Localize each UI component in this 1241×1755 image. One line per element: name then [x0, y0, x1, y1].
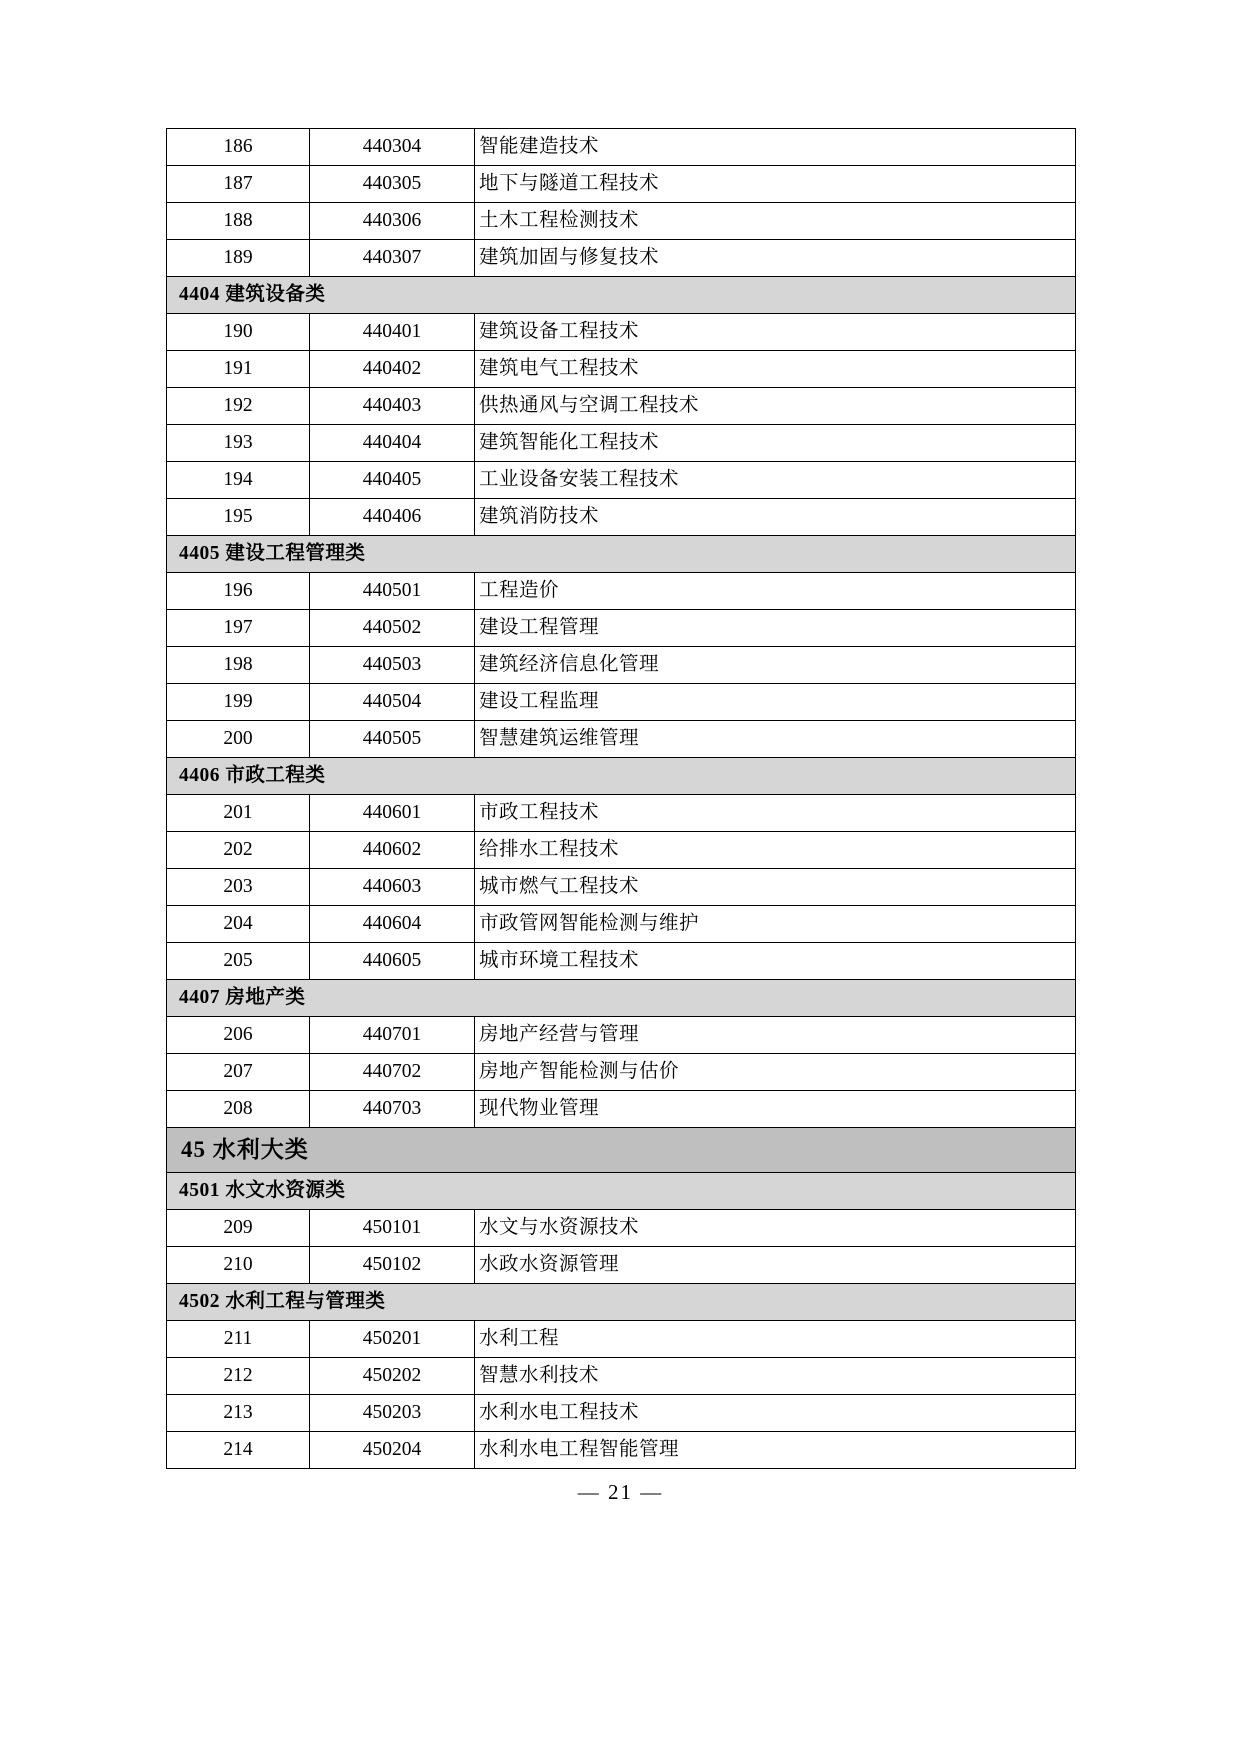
subcategory-label: 4404 建筑设备类 [167, 277, 1076, 314]
subcategory-header-row [167, 758, 1076, 795]
major-name-cell: 智慧建筑运维管理 [475, 721, 1076, 758]
major-code-cell: 450202 [310, 1358, 475, 1395]
major-code-cell: 440405 [310, 462, 475, 499]
major-code-cell: 440602 [310, 832, 475, 869]
row-index-cell: 213 [167, 1395, 310, 1432]
table-row [167, 314, 1076, 351]
major-name-cell: 建筑经济信息化管理 [475, 647, 1076, 684]
major-name-cell: 房地产智能检测与估价 [475, 1054, 1076, 1091]
table-row [167, 1432, 1076, 1469]
major-code-cell: 440703 [310, 1091, 475, 1128]
subcategory-header-row [167, 1284, 1076, 1321]
catalog-table-body [167, 129, 1076, 1469]
table-row [167, 573, 1076, 610]
row-index-cell: 194 [167, 462, 310, 499]
table-row [167, 240, 1076, 277]
row-index-cell: 190 [167, 314, 310, 351]
major-name-cell: 建筑智能化工程技术 [475, 425, 1076, 462]
major-name-cell: 智慧水利技术 [475, 1358, 1076, 1395]
category-header-row [167, 1128, 1076, 1173]
subcategory-label: 4407 房地产类 [167, 980, 1076, 1017]
table-row [167, 832, 1076, 869]
major-name-cell: 建筑加固与修复技术 [475, 240, 1076, 277]
table-row [167, 721, 1076, 758]
major-code-cell: 440306 [310, 203, 475, 240]
major-code-cell: 440501 [310, 573, 475, 610]
row-index-cell: 210 [167, 1247, 310, 1284]
table-row [167, 647, 1076, 684]
row-index-cell: 189 [167, 240, 310, 277]
row-index-cell: 191 [167, 351, 310, 388]
table-row [167, 869, 1076, 906]
row-index-cell: 201 [167, 795, 310, 832]
row-index-cell: 207 [167, 1054, 310, 1091]
major-name-cell: 建设工程管理 [475, 610, 1076, 647]
table-row [167, 499, 1076, 536]
table-row [167, 1358, 1076, 1395]
subcategory-header-row [167, 980, 1076, 1017]
table-row [167, 425, 1076, 462]
major-code-cell: 440702 [310, 1054, 475, 1091]
subcategory-header-row [167, 536, 1076, 573]
major-name-cell: 土木工程检测技术 [475, 203, 1076, 240]
major-name-cell: 水利工程 [475, 1321, 1076, 1358]
table-row [167, 388, 1076, 425]
row-index-cell: 209 [167, 1210, 310, 1247]
row-index-cell: 199 [167, 684, 310, 721]
row-index-cell: 200 [167, 721, 310, 758]
row-index-cell: 197 [167, 610, 310, 647]
major-code-cell: 440503 [310, 647, 475, 684]
major-code-cell: 440401 [310, 314, 475, 351]
row-index-cell: 214 [167, 1432, 310, 1469]
table-row [167, 1395, 1076, 1432]
major-name-cell: 建筑电气工程技术 [475, 351, 1076, 388]
major-name-cell: 水利水电工程技术 [475, 1395, 1076, 1432]
page-number-footer: — 21 — [577, 1480, 664, 1504]
subcategory-header-row [167, 1173, 1076, 1210]
subcategory-label: 4405 建设工程管理类 [167, 536, 1076, 573]
major-name-cell: 市政管网智能检测与维护 [475, 906, 1076, 943]
major-code-cell: 450203 [310, 1395, 475, 1432]
major-name-cell: 给排水工程技术 [475, 832, 1076, 869]
major-catalog-table [166, 128, 1076, 1469]
major-code-cell: 450204 [310, 1432, 475, 1469]
row-index-cell: 202 [167, 832, 310, 869]
table-row [167, 906, 1076, 943]
table-row [167, 129, 1076, 166]
subcategory-header-row [167, 277, 1076, 314]
major-code-cell: 440404 [310, 425, 475, 462]
major-code-cell: 440504 [310, 684, 475, 721]
major-name-cell: 城市燃气工程技术 [475, 869, 1076, 906]
major-code-cell: 440307 [310, 240, 475, 277]
major-name-cell: 房地产经营与管理 [475, 1017, 1076, 1054]
major-name-cell: 水政水资源管理 [475, 1247, 1076, 1284]
major-name-cell: 建筑设备工程技术 [475, 314, 1076, 351]
major-code-cell: 440601 [310, 795, 475, 832]
major-name-cell: 工程造价 [475, 573, 1076, 610]
row-index-cell: 211 [167, 1321, 310, 1358]
table-row [167, 1017, 1076, 1054]
major-name-cell: 水文与水资源技术 [475, 1210, 1076, 1247]
row-index-cell: 186 [167, 129, 310, 166]
major-name-cell: 建筑消防技术 [475, 499, 1076, 536]
major-code-cell: 440402 [310, 351, 475, 388]
table-row [167, 1054, 1076, 1091]
row-index-cell: 187 [167, 166, 310, 203]
major-code-cell: 440304 [310, 129, 475, 166]
row-index-cell: 193 [167, 425, 310, 462]
major-code-cell: 440505 [310, 721, 475, 758]
table-row [167, 462, 1076, 499]
major-name-cell: 现代物业管理 [475, 1091, 1076, 1128]
table-row [167, 1091, 1076, 1128]
major-code-cell: 440305 [310, 166, 475, 203]
subcategory-label: 4406 市政工程类 [167, 758, 1076, 795]
row-index-cell: 195 [167, 499, 310, 536]
category-label: 45 水利大类 [167, 1128, 1076, 1173]
table-row [167, 1321, 1076, 1358]
row-index-cell: 192 [167, 388, 310, 425]
row-index-cell: 203 [167, 869, 310, 906]
table-row [167, 795, 1076, 832]
table-row [167, 1247, 1076, 1284]
major-name-cell: 城市环境工程技术 [475, 943, 1076, 980]
table-row [167, 203, 1076, 240]
row-index-cell: 206 [167, 1017, 310, 1054]
row-index-cell: 204 [167, 906, 310, 943]
table-row [167, 684, 1076, 721]
major-code-cell: 450201 [310, 1321, 475, 1358]
major-code-cell: 440403 [310, 388, 475, 425]
major-code-cell: 440603 [310, 869, 475, 906]
subcategory-label: 4501 水文水资源类 [167, 1173, 1076, 1210]
major-name-cell: 水利水电工程智能管理 [475, 1432, 1076, 1469]
row-index-cell: 208 [167, 1091, 310, 1128]
major-name-cell: 市政工程技术 [475, 795, 1076, 832]
major-name-cell: 供热通风与空调工程技术 [475, 388, 1076, 425]
table-row [167, 943, 1076, 980]
major-name-cell: 建设工程监理 [475, 684, 1076, 721]
major-code-cell: 440701 [310, 1017, 475, 1054]
row-index-cell: 188 [167, 203, 310, 240]
row-index-cell: 205 [167, 943, 310, 980]
table-row [167, 351, 1076, 388]
major-name-cell: 工业设备安装工程技术 [475, 462, 1076, 499]
major-code-cell: 440605 [310, 943, 475, 980]
table-row [167, 166, 1076, 203]
major-code-cell: 440604 [310, 906, 475, 943]
table-row [167, 610, 1076, 647]
major-name-cell: 地下与隧道工程技术 [475, 166, 1076, 203]
major-code-cell: 450101 [310, 1210, 475, 1247]
major-name-cell: 智能建造技术 [475, 129, 1076, 166]
subcategory-label: 4502 水利工程与管理类 [167, 1284, 1076, 1321]
major-code-cell: 440406 [310, 499, 475, 536]
major-code-cell: 450102 [310, 1247, 475, 1284]
major-code-cell: 440502 [310, 610, 475, 647]
table-row [167, 1210, 1076, 1247]
row-index-cell: 212 [167, 1358, 310, 1395]
row-index-cell: 196 [167, 573, 310, 610]
row-index-cell: 198 [167, 647, 310, 684]
